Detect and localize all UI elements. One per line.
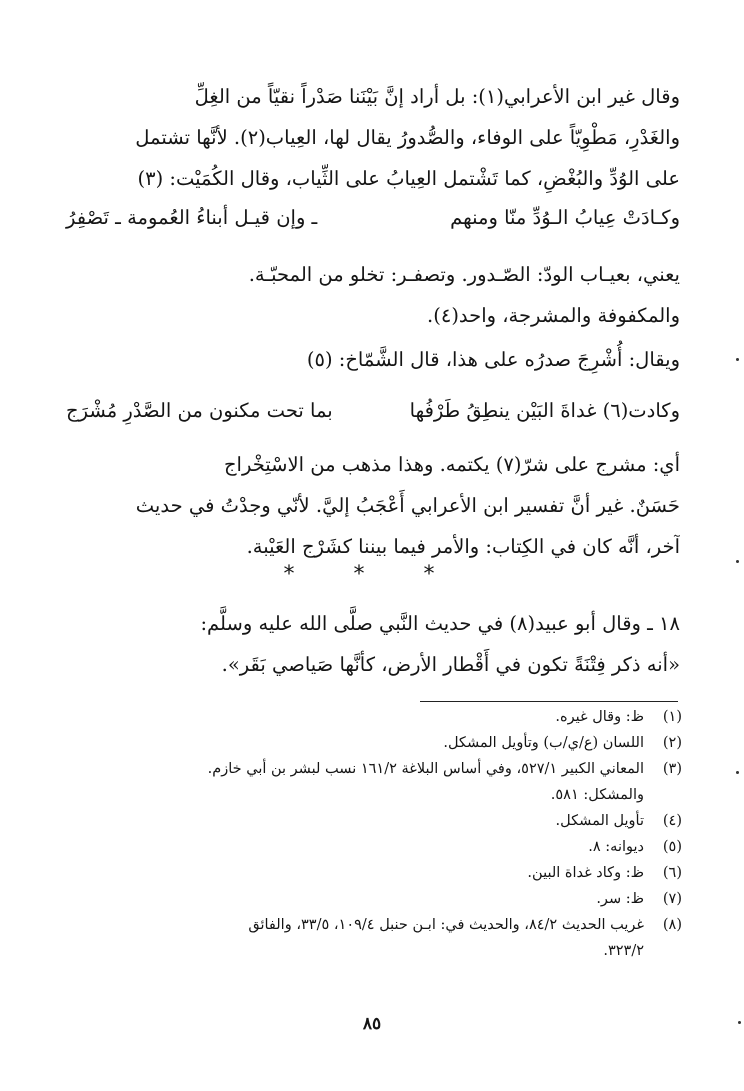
scan-speck xyxy=(736,771,739,774)
footnote-number: (٨) xyxy=(662,917,682,933)
footnote-number: (٢) xyxy=(662,735,682,751)
footnotes xyxy=(60,704,682,964)
verse-first-hemistich: وكـادَتْ عِيابُ الـوُدِّ منّا ومنهم xyxy=(450,206,680,229)
scan-speck xyxy=(736,358,739,361)
footnote-text: ظ: وقال غيره. xyxy=(555,709,644,725)
footnote xyxy=(60,860,682,886)
footnote-number: (٥) xyxy=(662,839,682,855)
paragraph-1 xyxy=(66,76,680,199)
footnote xyxy=(60,886,682,912)
footnote-number: (٦) xyxy=(662,865,682,881)
text-line: والغَدْرِ، مَطْوِيّاً على الوفاء، والصُّدورُ يقال لها، العِياب(٢). لأنَّها تشتمل xyxy=(135,126,680,149)
verse-second-hemistich: ـ وإن قيـل أبناءُ العُمومة ـ تَصْفِرُ xyxy=(66,206,318,229)
text-line: ويقال: أُشْرِجَ صدرُه على هذا، قال الشَّمّاخ: (٥) xyxy=(306,348,680,371)
verse-shammakh xyxy=(66,393,680,429)
footnote xyxy=(60,912,682,938)
paragraph-4 xyxy=(66,444,680,567)
footnote-number: (٤) xyxy=(662,813,682,829)
text-line: والمكفوفة والمشرجة، واحد(٤). xyxy=(427,304,680,327)
paragraph-5 xyxy=(66,603,680,685)
text-line: على الوُدِّ والبُغْضِ، كما تَشْتمل العِيابُ على الثِّياب، وقال الكُمَيْت: (٣) xyxy=(137,167,680,190)
verse-second-hemistich: بما تحت مكنون من الصَّدْرِ مُشْرَج xyxy=(66,399,333,422)
section-separator: * * * xyxy=(283,562,461,587)
scan-speck xyxy=(736,560,739,563)
text-line: «أنه ذكر فِتْنَةً تكون في أَقْطار الأرض، كأنَّها صَياصي بَقَر». xyxy=(221,653,680,676)
footnote-number xyxy=(644,782,682,808)
footnote xyxy=(60,756,682,782)
text-line: أي: مشرج على شرّ(٧) يكتمه. وهذا مذهب من الاسْتِخْراج xyxy=(223,453,680,476)
footnote xyxy=(60,834,682,860)
footnote-text: المعاني الكبير ٥٢٧/١، وفي أساس البلاغة ١٦١/٢ نسب لبشر بن أبي خازم. xyxy=(207,761,644,777)
paragraph-3 xyxy=(66,339,680,380)
footnote-text: والمشكل: ٥٨١. xyxy=(550,787,644,803)
footnote-text: ٣٢٣/٢. xyxy=(603,943,644,959)
footnote-text: ديوانه: ٨. xyxy=(588,839,644,855)
page-number: ٨٥ xyxy=(362,1014,382,1034)
text-line: حَسَنٌ. غير أنَّ تفسير ابن الأعرابي أَعْجَبُ إليَّ. لأنّي وجدْتُ في حديث xyxy=(135,494,680,517)
verse-first-hemistich: وكادت(٦) غداةَ البَيْن ينطِقُ طَرْفُها xyxy=(409,399,680,422)
footnote-text: غريب الحديث ٨٤/٢، والحديث في: ابـن حنبل ١٠٩/٤، ٣٣/٥، والفائق xyxy=(248,917,644,933)
verse-kumait xyxy=(66,200,680,236)
footnote-text: اللسان (ع/ي/ب) وتأويل المشكل. xyxy=(443,735,644,751)
footnote xyxy=(60,808,682,834)
text-line: آخر، أنَّه كان في الكِتاب: والأمر فيما بيننا كشَرْج العَيْبة. xyxy=(246,535,680,558)
footnote xyxy=(60,704,682,730)
text-line: يعني، بعيـاب الودّ: الصّـدور. وتصفـر: تخلو من المحبّـة. xyxy=(248,263,680,286)
scan-speck xyxy=(738,1021,741,1024)
footnote-text: تأويل المشكل. xyxy=(555,813,644,829)
footnote xyxy=(60,730,682,756)
footnote-number: (١) xyxy=(662,709,682,725)
footnote-text: ظ: سر. xyxy=(596,891,644,907)
footnote-continuation xyxy=(60,782,682,808)
footnote-continuation xyxy=(60,938,682,964)
paragraph-2 xyxy=(66,254,680,336)
footnote-number: (٧) xyxy=(662,891,682,907)
footnote-divider xyxy=(420,701,678,702)
footnote-text: ظ: وكاد غداة البين. xyxy=(527,865,644,881)
text-line: وقال غير ابن الأعرابي(١): بل أراد إنَّ بَيْنَنا صَدْراً نقيّاً من الغِلِّ xyxy=(194,85,680,108)
footnote-number xyxy=(644,938,682,964)
text-line: ١٨ ـ وقال أبو عبيد(٨) في حديث النَّبي صلَّى الله عليه وسلَّم: xyxy=(200,612,680,635)
footnote-number: (٣) xyxy=(662,761,682,777)
